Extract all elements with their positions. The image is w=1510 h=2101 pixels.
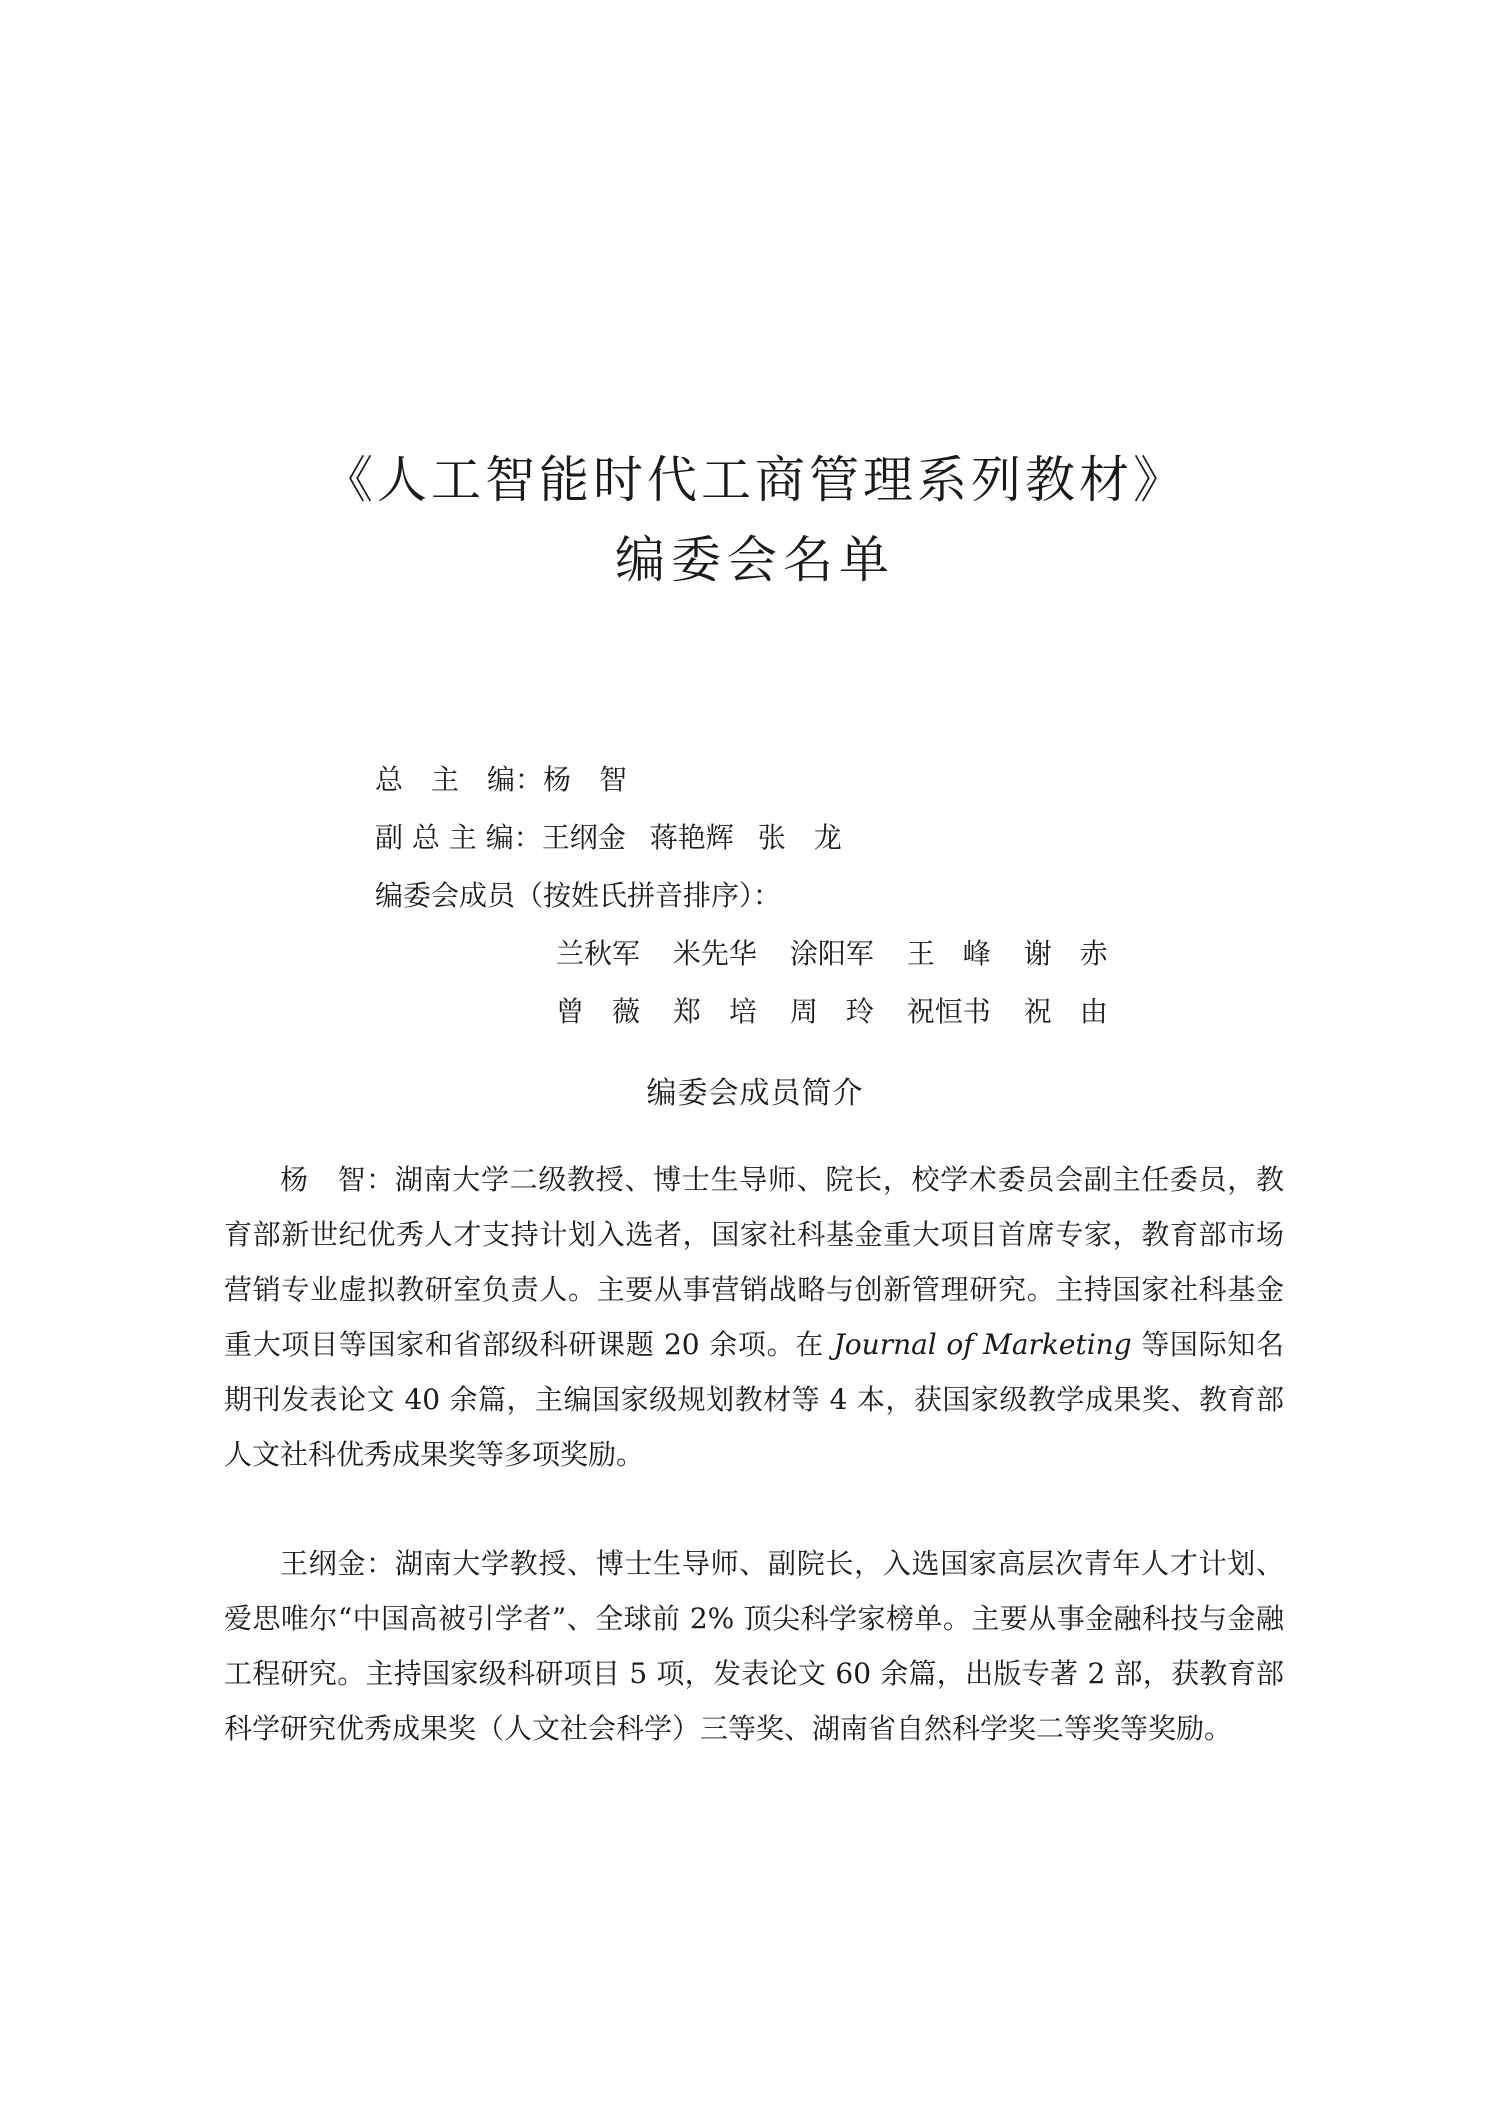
member-name: 祝恒书 <box>906 995 991 1028</box>
member-name: 祝 由 <box>1023 995 1108 1028</box>
journal-name: Journal of Marketing <box>833 1328 1132 1361</box>
bio-paragraph-yang-zhi <box>224 1152 1284 1482</box>
members-row-2 <box>556 992 1132 1032</box>
committee-title: 编委会名单 <box>615 531 895 589</box>
section-heading: 编委会成员简介 <box>646 1076 864 1111</box>
deputy-editor-row <box>375 818 866 858</box>
member-name: 周 玲 <box>789 995 874 1028</box>
member-name: 曾 薇 <box>556 995 641 1028</box>
bio-text: 杨 智：湖南大学二级教授、博士生导师、院长，校学术委员会副主任委员，教育部新世纪优秀人才支持计划入选者，国家社科基金重大项目首席专家，教育部市场营销专业虚拟教研室负责人。主要从事营销战略与创新管理研究。主持国家社科基金重大项目等国家和省部级科研课题 20 余项。在 <box>224 1163 1284 1361</box>
members-row-1 <box>556 934 1132 974</box>
member-name: 米先华 <box>672 937 757 970</box>
member-name: 郑 培 <box>672 995 757 1028</box>
bio-paragraph-wang-gangjin: 王纲金：湖南大学教授、博士生导师、副院长，入选国家高层次青年人才计划、爱思唯尔“中国高被引学者”、全球前 2% 顶尖科学家榜单。主要从事金融科技与金融工程研究。主持国家级科研项目 5 项，发表论文 60 余篇，出版专著 2 部，获教育部科学研究优秀成果奖（人文社会科学）三等奖、湖南省自然科学奖二等奖等奖励。 <box>224 1547 1284 1745</box>
bio-text: 等国际知名期刊发表论文 40 余篇，主编国家级规划教材等 4 本，获国家级教学成果奖、教育部人文社科优秀成果奖等多项奖励。 <box>224 1328 1284 1471</box>
members-label-row <box>375 876 781 916</box>
deputy-editor-label: 副 总 主 编： <box>375 821 542 854</box>
member-name: 涂阳军 <box>789 937 874 970</box>
deputy-editor-name: 张 龙 <box>757 821 842 854</box>
members-label: 编委会成员（按姓氏拼音排序）： <box>375 879 782 912</box>
chief-editor-name: 杨 智 <box>543 763 628 796</box>
deputy-editor-name: 蒋艳辉 <box>649 821 734 854</box>
member-name: 兰秋军 <box>556 937 641 970</box>
member-name: 王 峰 <box>906 937 991 970</box>
series-title: 《人工智能时代工商管理系列教材》 <box>323 451 1187 509</box>
deputy-editor-name: 王纲金 <box>541 821 626 854</box>
member-name: 谢 赤 <box>1023 937 1108 970</box>
chief-editor-row <box>375 760 627 800</box>
chief-editor-label: 总 主 编： <box>375 763 544 796</box>
